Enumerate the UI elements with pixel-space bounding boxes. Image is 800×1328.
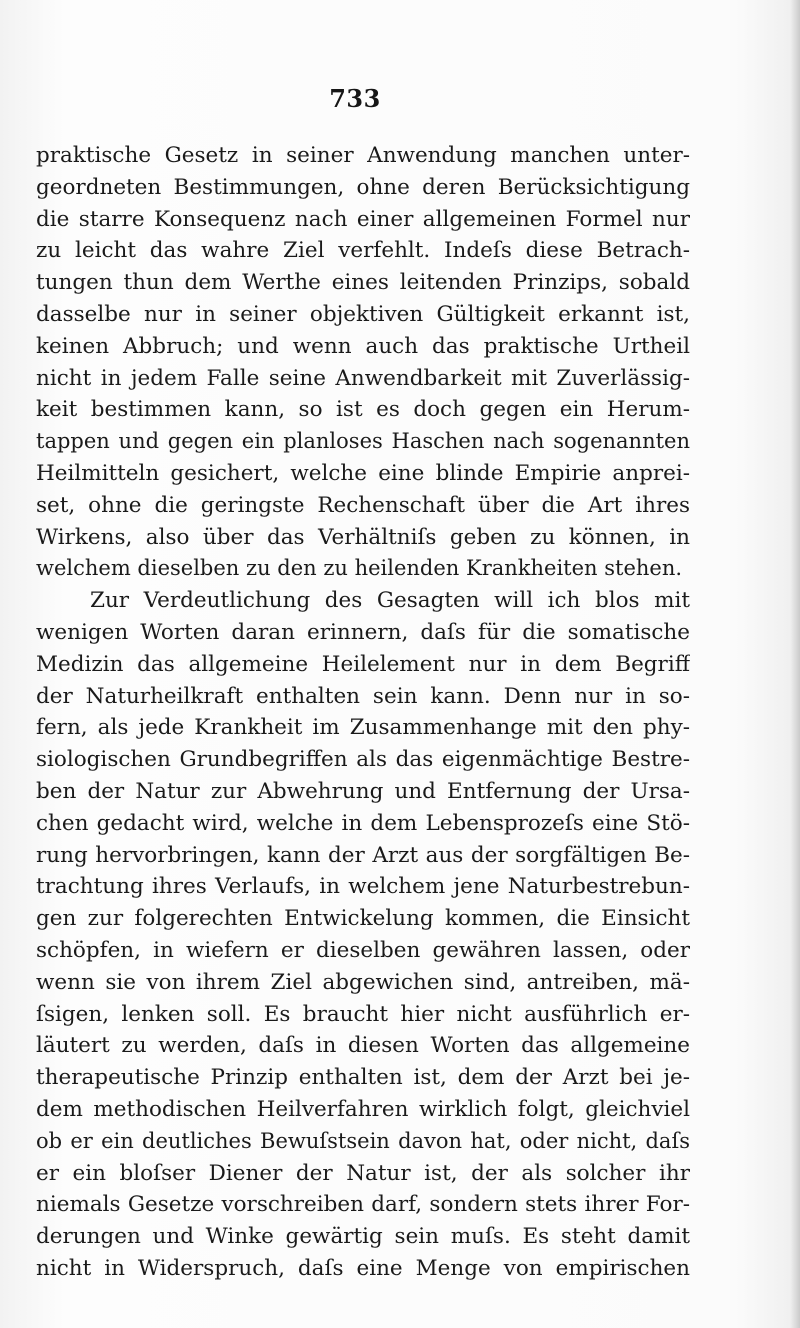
body-text bbox=[36, 140, 690, 1285]
text-line: Medizin das allgemeine Heilelement nur in dem Begriff bbox=[36, 651, 690, 677]
text-line: therapeutische Prinzip enthalten ist, dem der Arzt bei je- bbox=[36, 1065, 690, 1091]
text-line: wenn sie von ihrem Ziel abgewichen sind, antreiben, mä- bbox=[36, 969, 690, 995]
text-line: dasselbe nur in seiner objektiven Gültigkeit erkannt ist, bbox=[36, 301, 690, 327]
text-line: tungen thun dem Werthe eines leitenden Prinzips, sobald bbox=[36, 270, 690, 296]
text-line: nicht in jedem Falle seine Anwendbarkeit mit Zuverlässig- bbox=[36, 365, 690, 391]
text-line: läutert zu werden, daſs in diesen Worten das allgemeine bbox=[36, 1033, 690, 1059]
text-line: zu leicht das wahre Ziel verfehlt. Indeſs diese Betrach- bbox=[36, 238, 690, 264]
text-line: der Naturheilkraft enthalten sein kann. Denn nur in so- bbox=[36, 683, 690, 709]
text-line: siologischen Grundbegriffen als das eigenmächtige Bestre- bbox=[36, 747, 690, 773]
text-line: trachtung ihres Verlaufs, in welchem jene Naturbestrebun- bbox=[36, 874, 690, 900]
text-line: rung hervorbringen, kann der Arzt aus der sorgfältigen Be- bbox=[36, 842, 690, 868]
text-line: Heilmitteln gesichert, welche eine blinde Empirie anprei- bbox=[36, 460, 690, 486]
text-line: schöpfen, in wiefern er dieselben gewähren lassen, oder bbox=[36, 937, 690, 963]
text-line: nicht in Widerspruch, daſs eine Menge von empirischen bbox=[36, 1255, 690, 1281]
text-line: fern, als jede Krankheit im Zusammenhange mit den phy- bbox=[36, 715, 690, 741]
text-line: wenigen Worten daran erinnern, daſs für die somatische bbox=[36, 619, 690, 645]
text-line: dem methodischen Heilverfahren wirklich folgt, gleichviel bbox=[36, 1096, 690, 1122]
text-line: geordneten Bestimmungen, ohne deren Berücksichtigung bbox=[36, 174, 690, 200]
text-line: er ein bloſser Diener der Natur ist, der als solcher ihr bbox=[36, 1160, 690, 1186]
text-line: keinen Abbruch; und wenn auch das praktische Urtheil bbox=[36, 333, 690, 359]
page-edge-shadow bbox=[790, 0, 800, 1328]
text-line: niemals Gesetze vorschreiben darf, sondern stets ihrer For- bbox=[36, 1192, 690, 1218]
text-line: set, ohne die geringste Rechenschaft über die Art ihres bbox=[36, 492, 690, 518]
text-line: ben der Natur zur Abwehrung und Entfernung der Ursa- bbox=[36, 778, 690, 804]
text-line: ob er ein deutliches Bewuſstsein davon hat, oder nicht, daſs bbox=[36, 1128, 690, 1153]
text-line: tappen und gegen ein planloses Haschen nach sogenannten bbox=[36, 429, 690, 454]
text-line: praktische Gesetz in seiner Anwendung manchen unter- bbox=[36, 143, 690, 168]
text-line: gen zur folgerechten Entwickelung kommen, die Einsicht bbox=[36, 906, 690, 932]
paragraph-end-line: welchem dieselben zu den zu heilenden Krankheiten stehen. bbox=[36, 556, 683, 581]
text-line: keit bestimmen kann, so ist es doch gegen ein Herum- bbox=[36, 397, 690, 423]
text-line: die starre Konsequenz nach einer allgemeinen Formel nur bbox=[36, 206, 690, 232]
text-line: derungen und Winke gewärtig sein muſs. Es steht damit bbox=[36, 1224, 690, 1250]
text-line: chen gedacht wird, welche in dem Lebensprozeſs eine Stö- bbox=[36, 810, 690, 836]
paragraph-start-line: Zur Verdeutlichung des Gesagten will ich blos mit bbox=[90, 588, 690, 614]
page-number: 733 bbox=[329, 84, 381, 113]
text-line: ſsigen, lenken soll. Es braucht hier nicht ausführlich er- bbox=[36, 1001, 690, 1027]
text-line: Wirkens, also über das Verhältniſs geben zu können, in bbox=[36, 524, 690, 550]
